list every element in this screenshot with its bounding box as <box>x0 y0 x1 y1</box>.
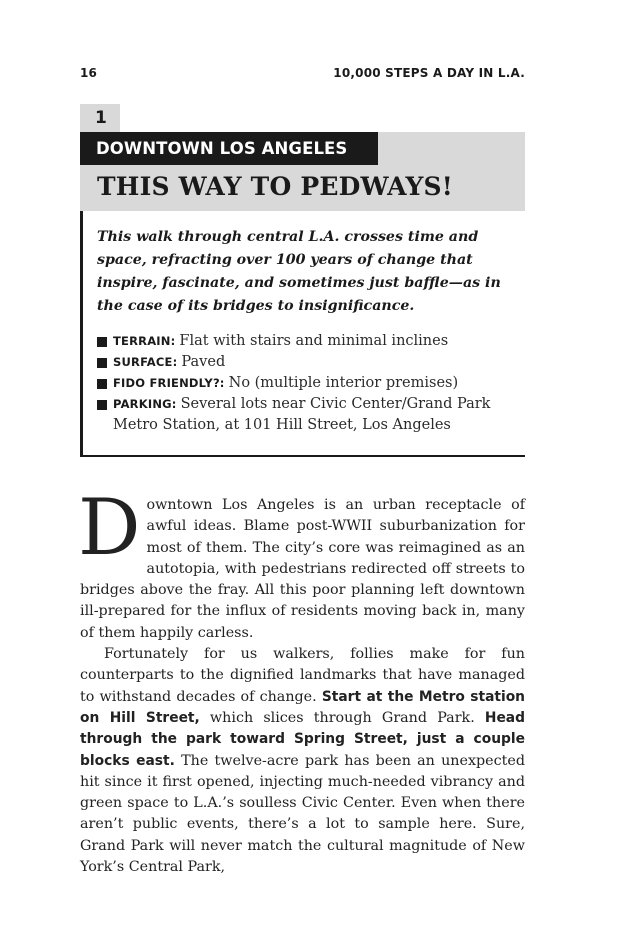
fact-label: SURFACE: <box>113 355 178 369</box>
chapter-intro: This walk through central L.A. crosses time and space, refracting over 100 years of change that inspire, fascinate, and sometimes just baffle—as in the case of its bridges to insignificance. <box>97 229 501 314</box>
book-title: 10,000 STEPS A DAY IN L.A. <box>333 66 525 80</box>
square-bullet-icon <box>97 358 107 368</box>
fact-surface <box>97 352 525 373</box>
fact-value: Several lots near Civic Center/Grand Park Metro Station, at 101 Hill Street, Los Angeles <box>113 396 491 433</box>
paragraph-2-text-e: The twelve-acre park has been an unexpected hit since it first opened, injecting much-needed vibrancy and green space to L.A.’s soulless Civic Center. Even when there aren’t public events, there’s a lot to sample here. Sure, Grand Park will never match the cultural magnitude of New York’s Central Park, <box>80 752 526 876</box>
paragraph-2-text-c: which slices through Grand Park. <box>199 709 485 726</box>
body-text <box>78 483 526 878</box>
direction-bold-1: Start at the Metro station on Hill Street, <box>80 688 526 726</box>
fact-terrain <box>97 331 525 352</box>
trail-facts-list <box>97 331 525 436</box>
direction-bold-2: Head through the park toward Spring Street, just a couple blocks east. <box>80 709 525 769</box>
square-bullet-icon <box>97 400 107 410</box>
chapter-title: THIS WAY TO PEDWAYS! <box>97 172 453 201</box>
fact-label: FIDO FRIENDLY?: <box>113 376 225 390</box>
fact-label: PARKING: <box>113 397 177 411</box>
paragraph-1-text: owntown Los Angeles is an urban receptacle of awful ideas. Blame post-WWII suburbanization for most of them. The city’s core was reimagined as an autotopia, with pedestrians redirected off streets to bridges above the fray. All this poor planning left downtown ill-prepared for the influx of residents moving back in, many of them happily carless. <box>80 497 525 641</box>
paragraph-1 <box>78 483 525 644</box>
paragraph-2-text-a: Fortunately for us walkers, follies make for fun counterparts to the dignified landmarks that have managed to withstand decades of change. <box>80 646 525 705</box>
fact-fido-friendly <box>97 373 525 394</box>
running-header <box>80 66 525 80</box>
fact-parking <box>97 394 525 436</box>
chapter-number: 1 <box>80 104 120 132</box>
fact-value: Paved <box>181 354 226 370</box>
fact-label: TERRAIN: <box>113 334 176 348</box>
sidebar-bottom-rule <box>80 455 525 457</box>
sidebar-left-rule <box>80 211 83 457</box>
square-bullet-icon <box>97 379 107 389</box>
chapter-area-label: DOWNTOWN LOS ANGELES <box>80 132 378 165</box>
fact-value: Flat with stairs and minimal inclines <box>179 333 449 349</box>
page-number: 16 <box>80 66 98 80</box>
fact-value: No (multiple interior premises) <box>228 375 459 391</box>
paragraph-2 <box>80 644 525 878</box>
square-bullet-icon <box>97 337 107 347</box>
drop-cap: D <box>78 483 141 573</box>
